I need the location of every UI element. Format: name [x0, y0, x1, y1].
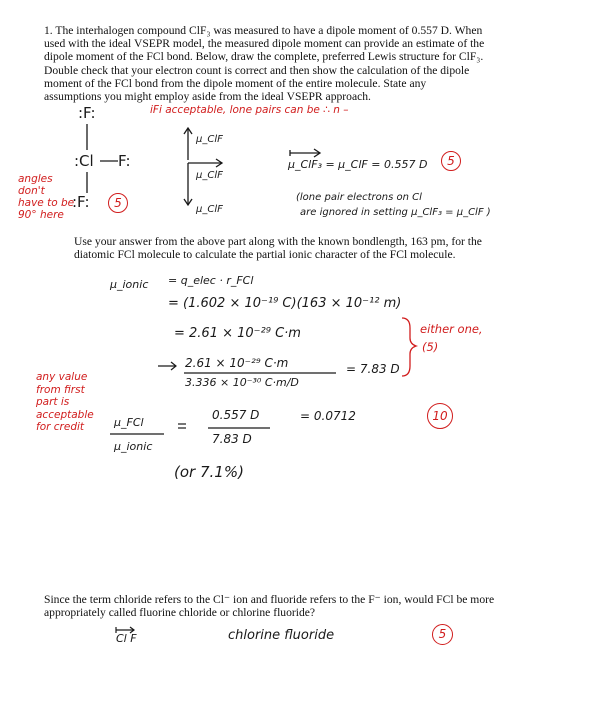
ratio-left-denominator: μ_ionic [114, 440, 153, 453]
vector-total-equation: μ_ClF₃ = μ_ClF = 0.557 D [288, 158, 428, 171]
angles-note-line-4: 90° here [18, 209, 64, 221]
lewis-right-fluorine: F: [118, 152, 131, 170]
q1-line-3: dipole moment of the FCl bond. Below, draw the complete, preferred Lewis structure for ClF₃. [44, 50, 484, 64]
calc-equation-2: = (1.602 × 10⁻¹⁹ C)(163 × 10⁻¹² m) [168, 296, 402, 311]
lewis-top-fluorine: :F: [78, 104, 96, 122]
ratio-left-numerator: μ_FCl [114, 416, 144, 429]
vector-label-right: μ_ClF [196, 170, 223, 181]
calc-strokes [110, 362, 336, 633]
vector-note-line-2: are ignored in setting μ_ClF₃ = μ_ClF ) [300, 207, 491, 218]
vector-label-down: μ_ClF [196, 204, 223, 215]
brace-path [402, 318, 416, 376]
score-ionic-character: 10 [427, 403, 453, 429]
calc-equation-4-result: = 7.83 D [346, 362, 400, 376]
q2-line-1: Use your answer from the above part along with the known bondlength, 163 pm, for the [74, 235, 482, 248]
q1-line-5: moment of the FCl bond from the dipole moment of the entire molecule. State any [44, 76, 427, 90]
ratio-numerator: 0.557 D [212, 408, 260, 422]
calc-equation-3: = 2.61 × 10⁻²⁹ C·m [174, 326, 301, 341]
q1-line-6: assumptions you might employ aside from the ideal VSEPR approach. [44, 90, 371, 104]
q1-line-1: 1. The interhalogen compound ClF₃ was measured to have a dipole moment of 0.557 D. When [44, 24, 483, 37]
q1-line-4: Double check that your electron count is correct and then show the calculation of the dipole [44, 63, 470, 77]
calc-equation-4-numerator: 2.61 × 10⁻²⁹ C·m [185, 356, 289, 370]
any-value-line-1: any value [36, 371, 88, 383]
ratio-denominator: 7.83 D [212, 432, 252, 446]
angles-note-line-3: have to be [18, 197, 75, 209]
lewis-center-chlorine: :Cl [74, 152, 94, 170]
any-value-line-3: part is [36, 396, 70, 408]
angles-note-line-1: angles [18, 173, 53, 185]
q3-line-2: appropriately called fluorine chloride or chlorine fluoride? [44, 606, 316, 620]
lewis-bottom-fluorine: :F: [72, 193, 90, 211]
percent-ionic-character: (or 7.1%) [174, 463, 244, 481]
dipole-vectors [184, 128, 320, 205]
q3-line-1: Since the term chloride refers to the Cl⁻ ion and fluoride refers to the F⁻ ion, would FCl be more [44, 593, 495, 606]
lewis-red-note: iFi acceptable, lone pairs can be ∴ n – [150, 104, 349, 116]
answer-name: chlorine fluoride [228, 628, 335, 643]
vector-note-line-1: (lone pair electrons on Cl [296, 192, 422, 203]
q2-line-2: diatomic FCl molecule to calculate the partial ionic character of the FCl molecule. [74, 248, 456, 262]
score-lewis-structure: 5 [108, 193, 128, 213]
score-naming: 5 [432, 624, 453, 645]
either-one-score: (5) [422, 340, 439, 354]
lewis-bonds [87, 124, 118, 193]
vector-label-up: μ_ClF [196, 134, 223, 145]
any-value-line-5: for credit [36, 421, 85, 433]
any-value-line-4: acceptable [36, 408, 94, 421]
answer-formula: Cl F [116, 632, 137, 645]
any-value-line-2: from first [36, 383, 85, 396]
q1-line-2: used with the ideal VSEPR model, the measured dipole moment can provide an estimate of the [44, 37, 485, 51]
calc-equation-1: = q_elec · r_FCl [168, 274, 254, 287]
score-lewis-vector: 5 [441, 151, 461, 171]
ratio-result: = 0.0712 [300, 409, 356, 423]
angles-note-line-2: don't [18, 185, 45, 197]
red-brace [402, 318, 416, 376]
calc-mu-ionic: μ_ionic [110, 278, 149, 291]
calc-equation-4-denominator: 3.336 × 10⁻³⁰ C·m/D [185, 376, 299, 389]
either-one-note: either one, [420, 322, 483, 336]
